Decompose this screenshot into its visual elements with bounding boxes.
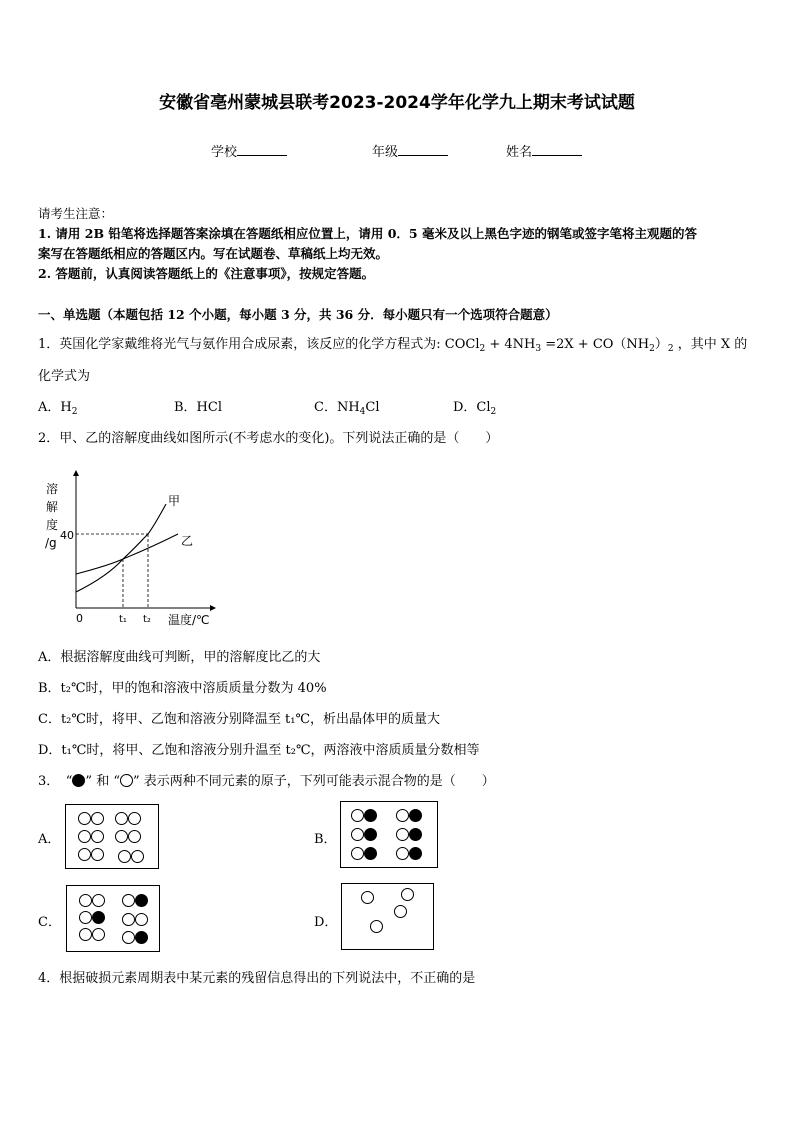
solubility-chart [40, 470, 230, 632]
atom-white-icon [79, 928, 92, 941]
x-tick-t1: t₁ [119, 614, 127, 625]
atom-white-icon [122, 913, 135, 926]
atom-white-icon [78, 812, 91, 825]
y-label-3: 度 [46, 518, 59, 532]
grade-blank[interactable] [398, 143, 448, 156]
name-blank[interactable] [532, 143, 582, 156]
y-label-4: /g [45, 536, 57, 550]
atom-white-icon [351, 847, 364, 860]
atom-white-icon [91, 848, 104, 861]
atom-white-icon [92, 928, 105, 941]
q3-label-a: A． [38, 832, 61, 847]
x-tick-t2: t₂ [143, 614, 151, 625]
atom-black-icon [364, 828, 377, 841]
atom-white-icon [394, 905, 407, 918]
black-atom-icon [72, 774, 85, 787]
grade-label: 年级 [372, 145, 399, 160]
q2-option-b: B．t₂℃时，甲的饱和溶液中溶质质量分数为 40% [38, 681, 327, 696]
origin-label: 0 [76, 612, 83, 625]
atom-white-icon [370, 920, 383, 933]
curve-yi [76, 534, 178, 574]
atom-black-icon [364, 809, 377, 822]
atom-white-icon [92, 894, 105, 907]
school-field [211, 141, 287, 160]
curve-jia [76, 504, 166, 592]
notice-item1-line1: 1. 请用 2B 铅笔将选择题答案涂填在答题纸相应位置上，请用 0．5 毫米及以上黑色字迹的钢笔或签字笔将主观题的答 [38, 226, 697, 241]
q3-label-d: D． [314, 915, 338, 930]
atom-white-icon [351, 809, 364, 822]
atom-white-icon [351, 828, 364, 841]
q1-option-d: D．$Cl_2$ [453, 400, 497, 417]
school-blank[interactable] [237, 143, 287, 156]
q1-option-a: A．$H_2$ [38, 400, 78, 417]
q2-option-a: A．根据溶解度曲线可判断，甲的溶解度比乙的大 [38, 650, 321, 665]
name-field [506, 141, 582, 160]
atom-white-icon [118, 850, 131, 863]
atom-black-icon [92, 911, 105, 924]
y-axis-arrow [73, 470, 79, 476]
atom-white-icon [396, 828, 409, 841]
series-label-yi: 乙 [181, 534, 194, 548]
x-axis-label: 温度/℃ [168, 613, 210, 627]
atom-white-icon [131, 850, 144, 863]
atom-white-icon [401, 888, 414, 901]
q3-box-d [341, 883, 434, 950]
q1-stem-line2: 化学式为 [38, 369, 91, 384]
q3-box-c [66, 885, 160, 952]
notice-item2: 2. 答题前，认真阅读答题纸上的《注意事项》，按规定答题。 [38, 266, 375, 281]
school-label: 学校 [211, 145, 238, 160]
atom-black-icon [409, 828, 422, 841]
q3-box-b [340, 801, 438, 868]
atom-black-icon [409, 847, 422, 860]
grade-field [372, 141, 448, 160]
atom-black-icon [135, 894, 148, 907]
q2-option-c: C．t₂℃时，将甲、乙饱和溶液分别降温至 t₁℃，析出晶体甲的质量大 [38, 712, 441, 727]
atom-white-icon [91, 830, 104, 843]
q2-stem: 2．甲、乙的溶解度曲线如图所示(不考虑水的变化)。下列说法正确的是（ ） [38, 431, 499, 446]
name-label: 姓名 [506, 145, 533, 160]
section-heading: 一、单选题（本题包括 12 个小题，每小题 3 分，共 36 分．每小题只有一个选项符合题意） [38, 307, 558, 322]
white-atom-icon [120, 774, 133, 787]
q1-option-c: C．$NH_4Cl$ [314, 400, 380, 417]
atom-white-icon [78, 830, 91, 843]
q1-stem: 1．英国化学家戴维将光气与氨作用合成尿素，该反应的化学方程式为: COCl$_2$ + $4NH_3 =2X + CO(NH_2)_2$ ，其中 X 的 [38, 337, 748, 354]
atom-white-icon [79, 911, 92, 924]
notice-heading: 请考生注意： [38, 206, 114, 221]
atom-white-icon [115, 830, 128, 843]
atom-white-icon [91, 812, 104, 825]
atom-white-icon [79, 894, 92, 907]
atom-black-icon [409, 809, 422, 822]
q3-label-b: B． [314, 832, 337, 847]
atom-white-icon [361, 891, 374, 904]
atom-white-icon [396, 847, 409, 860]
atom-black-icon [364, 847, 377, 860]
q3-label-c: C． [38, 915, 61, 930]
page-title: 安徽省亳州蒙城县联考2023-2024学年化学九上期末考试试题 [159, 93, 635, 113]
q3-stem: 3． “ ” 和 “ ” 表示两种不同元素的原子，下列可能表示混合物的是（ ） [38, 774, 495, 789]
atom-white-icon [122, 931, 135, 944]
q4-stem: 4．根据破损元素周期表中某元素的残留信息得出的下列说法中，不正确的是 [38, 971, 476, 986]
atom-white-icon [135, 913, 148, 926]
atom-black-icon [135, 931, 148, 944]
atom-white-icon [115, 812, 128, 825]
x-axis-arrow [210, 605, 216, 611]
series-label-jia: 甲 [168, 494, 181, 508]
q3-box-a [65, 804, 159, 869]
atom-white-icon [128, 812, 141, 825]
atom-white-icon [396, 809, 409, 822]
y-label-1: 溶 [46, 482, 59, 496]
notice-item1-line2: 案写在答题纸相应的答题区内。写在试题卷、草稿纸上均无效。 [38, 246, 389, 261]
y-label-2: 解 [46, 500, 59, 514]
atom-white-icon [78, 848, 91, 861]
q2-option-d: D．t₁℃时，将甲、乙饱和溶液分别升温至 t₂℃，两溶液中溶质质量分数相等 [38, 743, 480, 758]
y-tick-40: 40 [60, 529, 74, 542]
q1-option-b: B．HCl [174, 400, 222, 415]
atom-white-icon [128, 830, 141, 843]
atom-white-icon [122, 894, 135, 907]
